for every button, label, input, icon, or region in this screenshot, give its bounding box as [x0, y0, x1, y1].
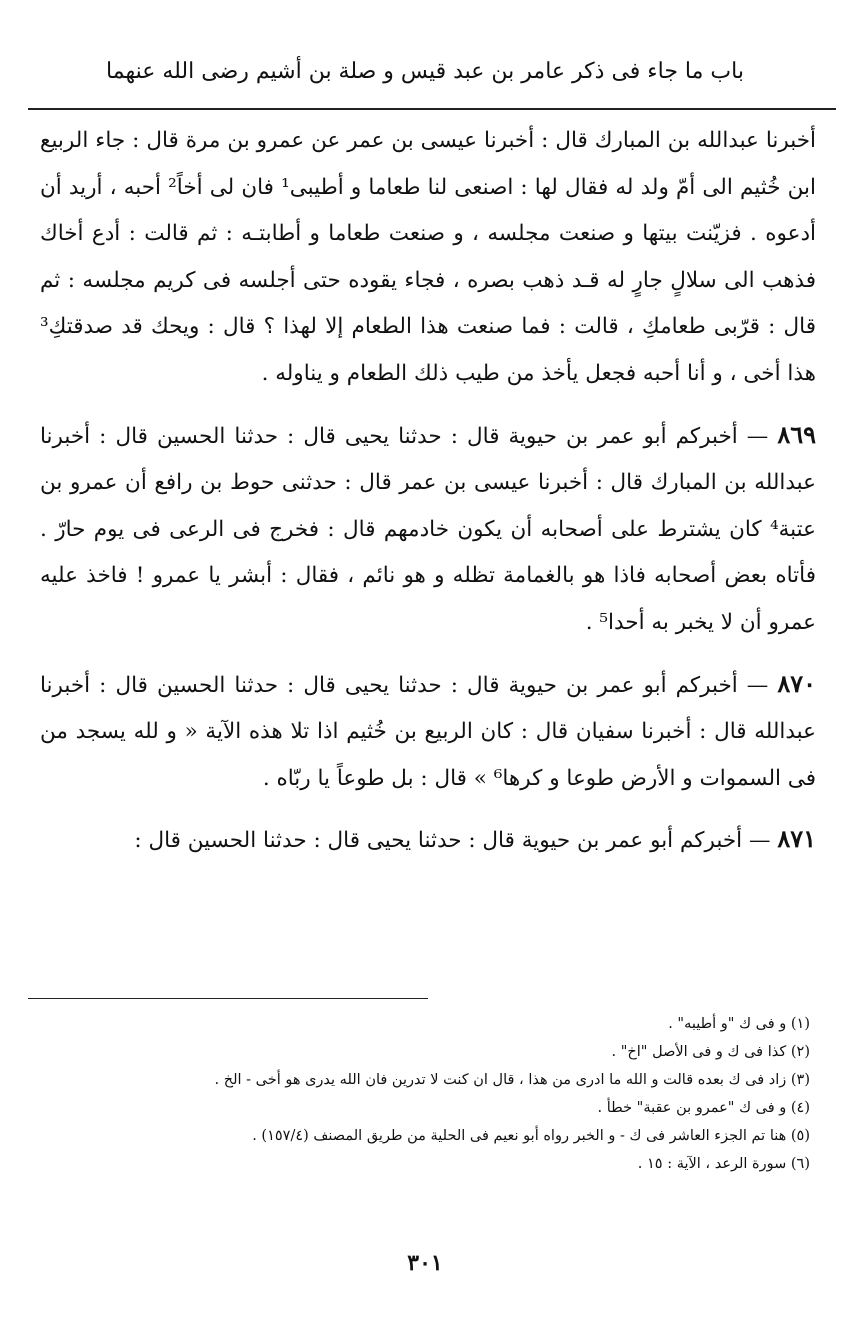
- tradition-number: ٨٧٠: [777, 668, 816, 698]
- tradition-number: ٨٦٩: [777, 419, 816, 449]
- footnote-1: (١) و فى ك "و أطيبه" .: [668, 1016, 810, 1032]
- footnote-divider: [28, 998, 428, 999]
- paragraph-868: [40, 118, 816, 398]
- paragraph-text: — أخبركم أبو عمر بن حيوية قال : حدثنا يحيى قال : حدثنا الحسين قال : أخبرنا عبدالله بن المبارك قال : أخبرنا عيسى بن عمر قال : حدثنى حوط بن رافع أن عمرو بن عتبة⁴ كان يشترط على أصحابه أن يكون خادمهم قال : فخرج فى الرعى فى يوم حارّ . فأتاه بعض أصحابه فاذا هو بالغمامة تظله و هو نائم ، فقال : أبشر يا عمرو ! فاخذ عليه عمرو أن لا يخبر به أحدا⁵ .: [40, 423, 816, 635]
- main-text: [40, 118, 816, 865]
- paragraph-870: [40, 661, 816, 803]
- paragraph-text: — أخبركم أبو عمر بن حيوية قال : حدثنا يحيى قال : حدثنا الحسين قال :: [134, 828, 771, 854]
- paragraph-869: [40, 412, 816, 647]
- tradition-number: ٨٧١: [777, 824, 816, 854]
- paragraph-871: [40, 816, 816, 865]
- footnote-4: (٤) و فى ك "عمرو بن عقبة" خطأ .: [597, 1100, 810, 1116]
- header-divider: [28, 108, 836, 110]
- footnote-6: (٦) سورة الرعد ، الآية : ١٥ .: [637, 1156, 810, 1172]
- paragraph-text: — أخبركم أبو عمر بن حيوية قال : حدثنا يحيى قال : حدثنا الحسين قال : أخبرنا عبدالله قال : أخبرنا سفيان قال : كان الربيع بن خُثيم اذا تلا هذه الآية « و لله يسجد من فى السموات و الأرض طوعا و كرها⁶ » قال : بل طوعاً يا ربّاه .: [40, 672, 816, 791]
- footnote-2: (٢) كذا فى ك و فى الأصل "اخ" .: [611, 1044, 810, 1060]
- paragraph-text: أخبرنا عبدالله بن المبارك قال : أخبرنا عيسى بن عمر عن عمرو بن مرة قال : جاء الربيع ابن خُثيم الى أمّ ولد له فقال لها : اصنعى لنا طعاما و أطيبى¹ فان لى أخاً² أحبه ، أريد أن أدعوه . فزيّنت بيتها و صنعت مجلسه ، و صنعت طعاما و أطابتـه : ثم قالت : أدع أخاك فذهب الى سلالٍ جارٍ له قـد ذهب بصره ، فجاء يقوده حتى أجلسه فى كريم مجلسه : ثم قال : قرّبى طعامكِ ، قالت : فما صنعت هذا الطعام إلا لهذا ؟ قال : ويحك قد صدقتكِ³ هذا أخى ، و أنا أحبه فجعل يأخذ من طيب ذلك الطعام و يناوله .: [40, 128, 816, 386]
- running-header: باب ما جاء فى ذكر عامر بن عبد قيس و صلة بن أشيم رضى الله عنهما: [106, 59, 744, 84]
- page-number: ٣٠١: [407, 1250, 443, 1276]
- footnote-3: (٣) زاد فى ك بعده قالت و الله ما ادرى من هذا ، قال ان كنت لا تدرين فان الله يدرى هو أخى - الخ .: [214, 1072, 810, 1088]
- footnotes: [40, 1010, 810, 1178]
- footnote-5: (٥) هنا تم الجزء العاشر فى ك - و الخبر رواه أبو نعيم فى الحلية من طريق المصنف (١٥٧/٤) .: [252, 1128, 810, 1144]
